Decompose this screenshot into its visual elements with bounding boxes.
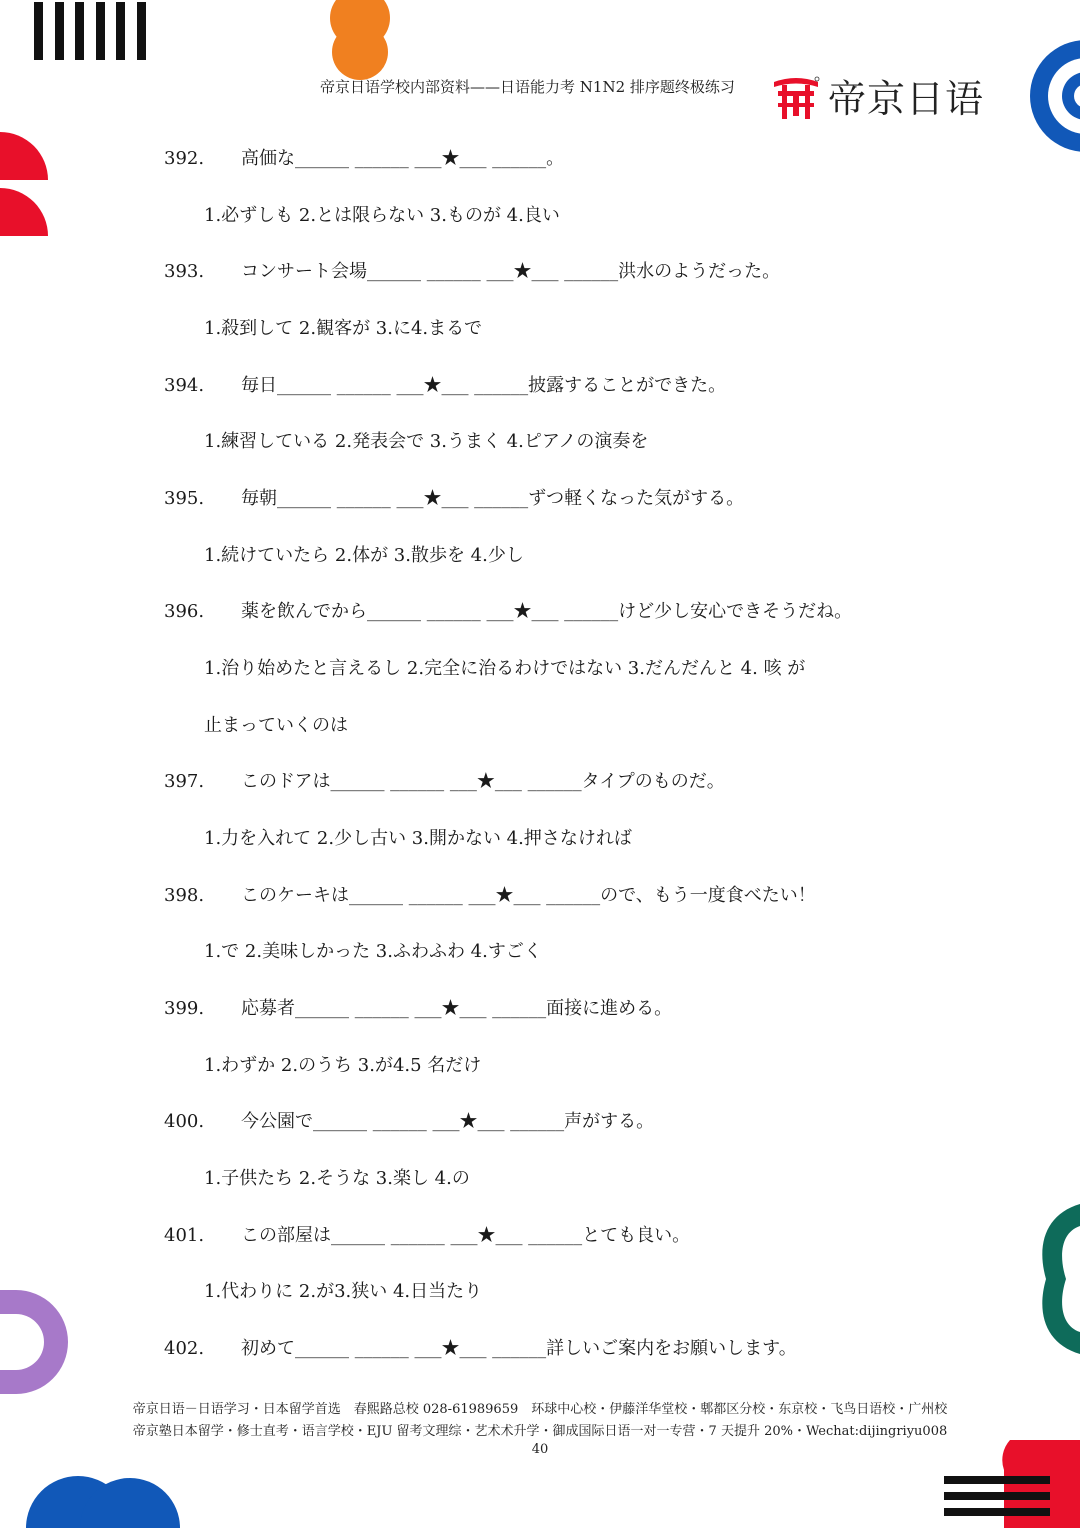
torii-logo-icon bbox=[772, 76, 820, 122]
question-number: 401. bbox=[164, 1225, 205, 1246]
question-number: 393. bbox=[164, 261, 205, 282]
blue-ring-decoration bbox=[1024, 38, 1080, 154]
footer-line-1: 帝京日语－日语学习・日本留学首选 春熙路总校 028-61989659 环球中心校・伊藤洋华堂校・郫都区分校・东京校・飞鸟日语校・广州校 bbox=[132, 1402, 948, 1417]
choice-line: 1.治り始めたと言えるし 2.完全に治るわけではない 3.だんだんと 4. 咳 が bbox=[204, 658, 806, 679]
question-text: この部屋は______ ______ ___★___ ______とても良い。 bbox=[241, 1225, 691, 1246]
choice-line: 1.代わりに 2.が3.狭い 4.日当たり bbox=[204, 1281, 483, 1302]
choice-line: 1.わずか 2.のうち 3.が4.5 名だけ bbox=[204, 1055, 482, 1076]
question-text: このケーキは______ ______ ___★___ ______ので、もう一度食べたい！ bbox=[241, 885, 816, 906]
choice-line: 1.練習している 2.発表会で 3.うまく 4.ピアノの演奏を bbox=[204, 431, 649, 452]
choice-line: 1.力を入れて 2.少し古い 3.開かない 4.押さなければ bbox=[204, 828, 632, 849]
question-text: 高価な______ ______ ___★___ ______。 bbox=[241, 148, 565, 169]
question-number: 402. bbox=[164, 1338, 205, 1359]
footer-line-2: 帝京塾日本留学・修士直考・语言学校・EJU 留考文理综・艺术术升学・御成国际日语一对一专营・7 天提升 20%・Wechat:dijingriyu008 bbox=[132, 1424, 948, 1439]
page-number: 40 bbox=[531, 1442, 549, 1457]
choice-line: 1.必ずしも 2.とは限らない 3.ものが 4.良い bbox=[204, 205, 560, 226]
logo-text: 帝京日语 bbox=[828, 77, 985, 121]
choice-line: 止まっていくのは bbox=[204, 715, 348, 736]
blue-cloud-decoration bbox=[26, 1470, 180, 1528]
question-number: 400. bbox=[164, 1111, 205, 1132]
question-number: 397. bbox=[164, 771, 205, 792]
choice-line: 1.殺到して 2.観客が 3.に4.まるで bbox=[204, 318, 482, 339]
question-text: 初めて______ ______ ___★___ ______詳しいご案内をお願いします。 bbox=[241, 1338, 797, 1359]
school-logo bbox=[772, 74, 984, 124]
question-text: コンサート会場______ ______ ___★___ ______洪水のようだった。 bbox=[241, 261, 781, 282]
question-number: 394. bbox=[164, 375, 205, 396]
question-number: 398. bbox=[164, 885, 205, 906]
black-stripes-decoration bbox=[34, 2, 146, 60]
question-number: 392. bbox=[164, 148, 205, 169]
question-text: 毎日______ ______ ___★___ ______披露することができた。 bbox=[241, 375, 727, 396]
question-text: 毎朝______ ______ ___★___ ______ずつ軽くなった気がする。 bbox=[241, 488, 745, 509]
choice-line: 1.子供たち 2.そうな 3.楽し 4.の bbox=[204, 1168, 470, 1189]
question-text: 今公園で______ ______ ___★___ ______声がする。 bbox=[241, 1111, 655, 1132]
purple-d-decoration bbox=[0, 1290, 70, 1396]
question-number: 395. bbox=[164, 488, 205, 509]
orange-blob-decoration bbox=[318, 0, 402, 80]
question-text: 応募者______ ______ ___★___ ______面接に進める。 bbox=[241, 998, 673, 1019]
document-header-title: 帝京日语学校内部资料——日语能力考 N1N2 排序题终极练习 bbox=[320, 78, 735, 96]
question-number: 396. bbox=[164, 601, 205, 622]
choice-line: 1.で 2.美味しかった 3.ふわふわ 4.すごく bbox=[204, 941, 542, 962]
question-text: このドアは______ ______ ___★___ ______タイプのものだ。 bbox=[241, 771, 725, 792]
green-bracket-decoration bbox=[1036, 1204, 1080, 1354]
question-text: 薬を飲んでから______ ______ ___★___ ______けど少し安心できそうだね。 bbox=[241, 601, 853, 622]
red-half-circles-decoration bbox=[0, 132, 52, 238]
question-number: 399. bbox=[164, 998, 205, 1019]
choice-line: 1.続けていたら 2.体が 3.散歩を 4.少し bbox=[204, 545, 524, 566]
